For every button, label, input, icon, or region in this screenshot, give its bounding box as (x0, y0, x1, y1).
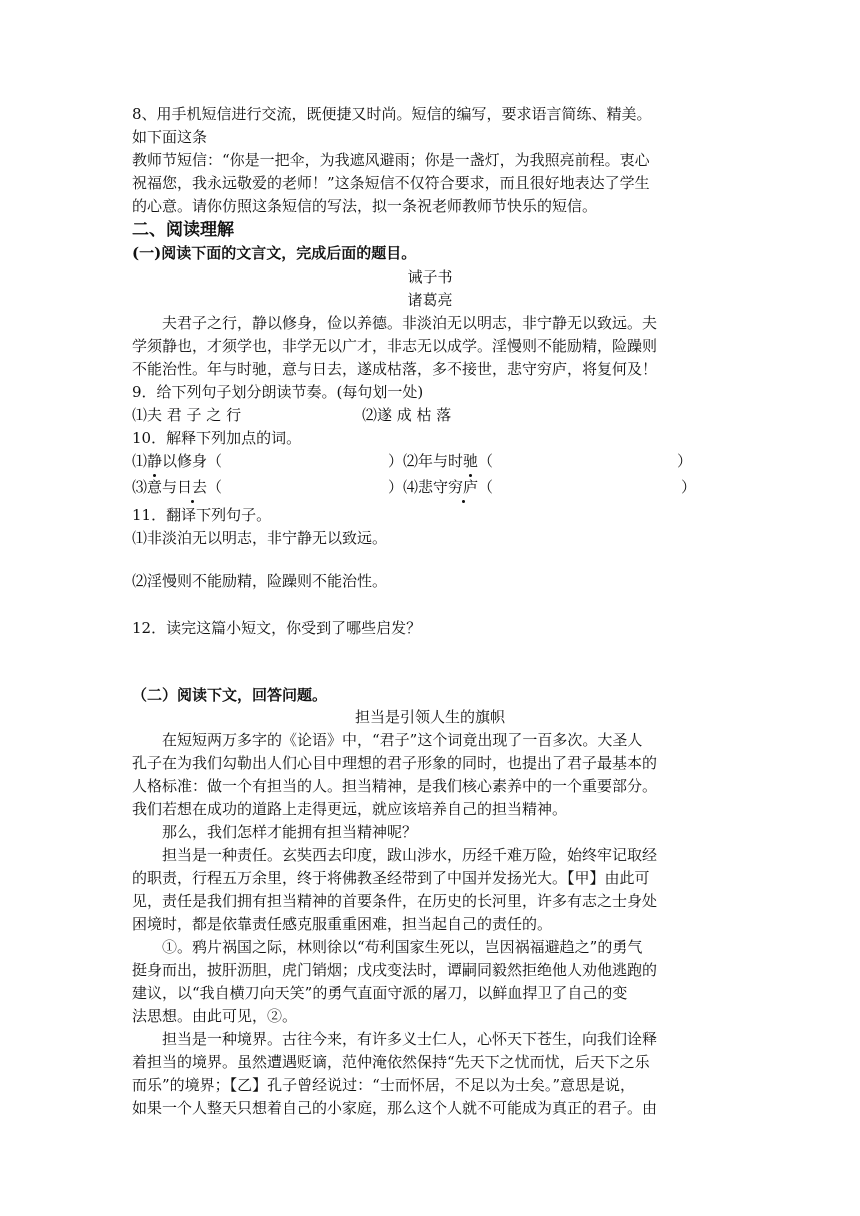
essay-line: 人格标准：做一个有担当的人。担当精神，是我们核心素养中的一个重要部分。 (132, 777, 658, 795)
classical-text-author: 诸葛亮 (407, 291, 453, 309)
question-9a: ⑴夫 君 子 之 行 (132, 406, 242, 424)
q8-line-1: 8、用手机短信进行交流，既便捷又时尚。短信的编写，要求语言简练、精美。 (132, 105, 652, 123)
essay-line: ①。鸦片祸国之际，林则徐以“苟利国家生死以，岂因祸福避趋之”的勇气 (162, 938, 643, 956)
classical-text-line-3: 不能治性。年与时驰，意与日去，遂成枯落，多不接世，悲守穷庐，将复何及！ (132, 360, 658, 378)
essay-line: 见，责任是我们拥有担当精神的首要条件，在历史的长河里，许多有志之士身处 (132, 892, 658, 910)
essay-line: 我们若想在成功的道路上走得更远，就应该培养自己的担当精神。 (132, 800, 568, 818)
q10-3-dotted-word: 日去 (177, 476, 207, 499)
classical-text-line-1: 夫君子之行，静以修身，俭以养德。非淡泊无以明志，非宁静无以致远。夫 (162, 314, 658, 332)
essay-line: 孔子在为我们勾勒出人们心目中理想的君子形象的同时，也提出了君子最基本的 (132, 754, 658, 772)
subsection-2-heading: （二）阅读下文，回答问题。 (132, 686, 328, 704)
classical-text-title: 诫子书 (407, 268, 453, 286)
q8-line-5: 的心意。请你仿照这条短信的写法，拟一条祝老师教师节快乐的短信。 (132, 197, 598, 215)
essay-line: 困境时，都是依靠责任感克服重重困难，担当起自己的责任的。 (132, 915, 553, 933)
question-9: 9．给下列句子划分朗读节奏。(每句划一处) (132, 383, 424, 401)
question-12: 12．读完这篇小短文，你受到了哪些启发？ (132, 619, 422, 637)
q10-1-suffix: 以修身（ (162, 452, 223, 470)
question-10-3 (132, 476, 222, 499)
question-10: 10．解释下列加点的词。 (132, 429, 302, 447)
q10-1-prefix: ⑴ (132, 452, 148, 470)
q8-line-4: 祝福您，我永远敬爱的老师！”这条短信不仅符合要求，而且很好地表达了学生 (132, 174, 650, 192)
question-11b: ⑵淫慢则不能励精，险躁则不能治性。 (132, 572, 388, 590)
essay-line: 在短短两万多字的《论语》中，“君子”这个词竟出现了一百多次。大圣人 (162, 731, 643, 749)
section-title-reading: 二、阅读理解 (132, 220, 234, 240)
essay-line: 着担当的境界。虽然遭遇贬谪，范仲淹依然保持“先天下之忧而忧，后天下之乐 (132, 1053, 650, 1071)
essay-line: 如果一个人整天只想着自己的小家庭，那么这个人就不可能成为真正的君子。由 (132, 1099, 658, 1117)
question-10-2 (388, 450, 493, 473)
q10-4-prefix: ）⑷悲守 (388, 478, 449, 496)
essay-line: 那么，我们怎样才能拥有担当精神呢？ (162, 823, 418, 841)
essay-line: 而乐”的境界；【乙】孔子曾经说过：“士而怀居，不足以为士矣。”意思是说， (132, 1076, 636, 1094)
essay-line: 建议，以“我自横刀向天笑”的勇气直面守派的屠刀，以鲜血捍卫了自己的变 (132, 984, 628, 1002)
essay-title: 担当是引领人生的旗帜 (354, 708, 505, 726)
q8-line-2: 如下面这条 (132, 128, 208, 146)
classical-text-line-2: 学须静也，才须学也，非学无以广才，非志无以成学。淫慢则不能励精，险躁则 (132, 337, 658, 355)
q10-2-close-paren: ） (677, 452, 693, 470)
essay-line: 担当是一种境界。古往今来，有许多义士仁人，心怀天下苍生，向我们诠释 (162, 1030, 658, 1048)
q10-2-dotted-word: 驰 (463, 450, 478, 473)
question-10-1 (132, 450, 222, 473)
q10-4-suffix: （ (478, 478, 494, 496)
question-11a: ⑴非淡泊无以明志，非宁静无以致远。 (132, 529, 388, 547)
q10-4-close-paren: ） (681, 478, 697, 496)
q10-2-prefix: ）⑵年与时 (388, 452, 464, 470)
essay-line: 担当是一种责任。玄奘西去印度，跋山涉水，历经千难万险，始终牢记取经 (162, 846, 658, 864)
question-11: 11．翻译下列句子。 (132, 506, 272, 524)
q10-3-prefix: ⑶意与 (132, 478, 178, 496)
essay-line: 法思想。由此可见，②。 (132, 1007, 298, 1025)
q10-4-dotted-word: 穷庐 (448, 476, 478, 499)
q10-1-dotted-word: 静 (147, 450, 162, 473)
question-9b: ⑵遂 成 枯 落 (362, 406, 452, 424)
essay-line: 挺身而出，披肝沥胆，虎门销烟；戊戌变法时，谭嗣同毅然拒绝他人劝他逃跑的 (132, 961, 658, 979)
essay-line: 的职责，行程五万余里，终于将佛教圣经带到了中国并发扬光大。【甲】由此可 (132, 869, 650, 887)
q10-3-suffix: （ (207, 478, 223, 496)
subsection-1-heading: (一)阅读下面的文言文，完成后面的题目。 (132, 244, 417, 262)
question-10-4 (388, 476, 493, 499)
q10-2-suffix: （ (478, 452, 494, 470)
q8-line-3: 教师节短信：“你是一把伞，为我遮风避雨；你是一盏灯，为我照亮前程。衷心 (132, 151, 650, 169)
